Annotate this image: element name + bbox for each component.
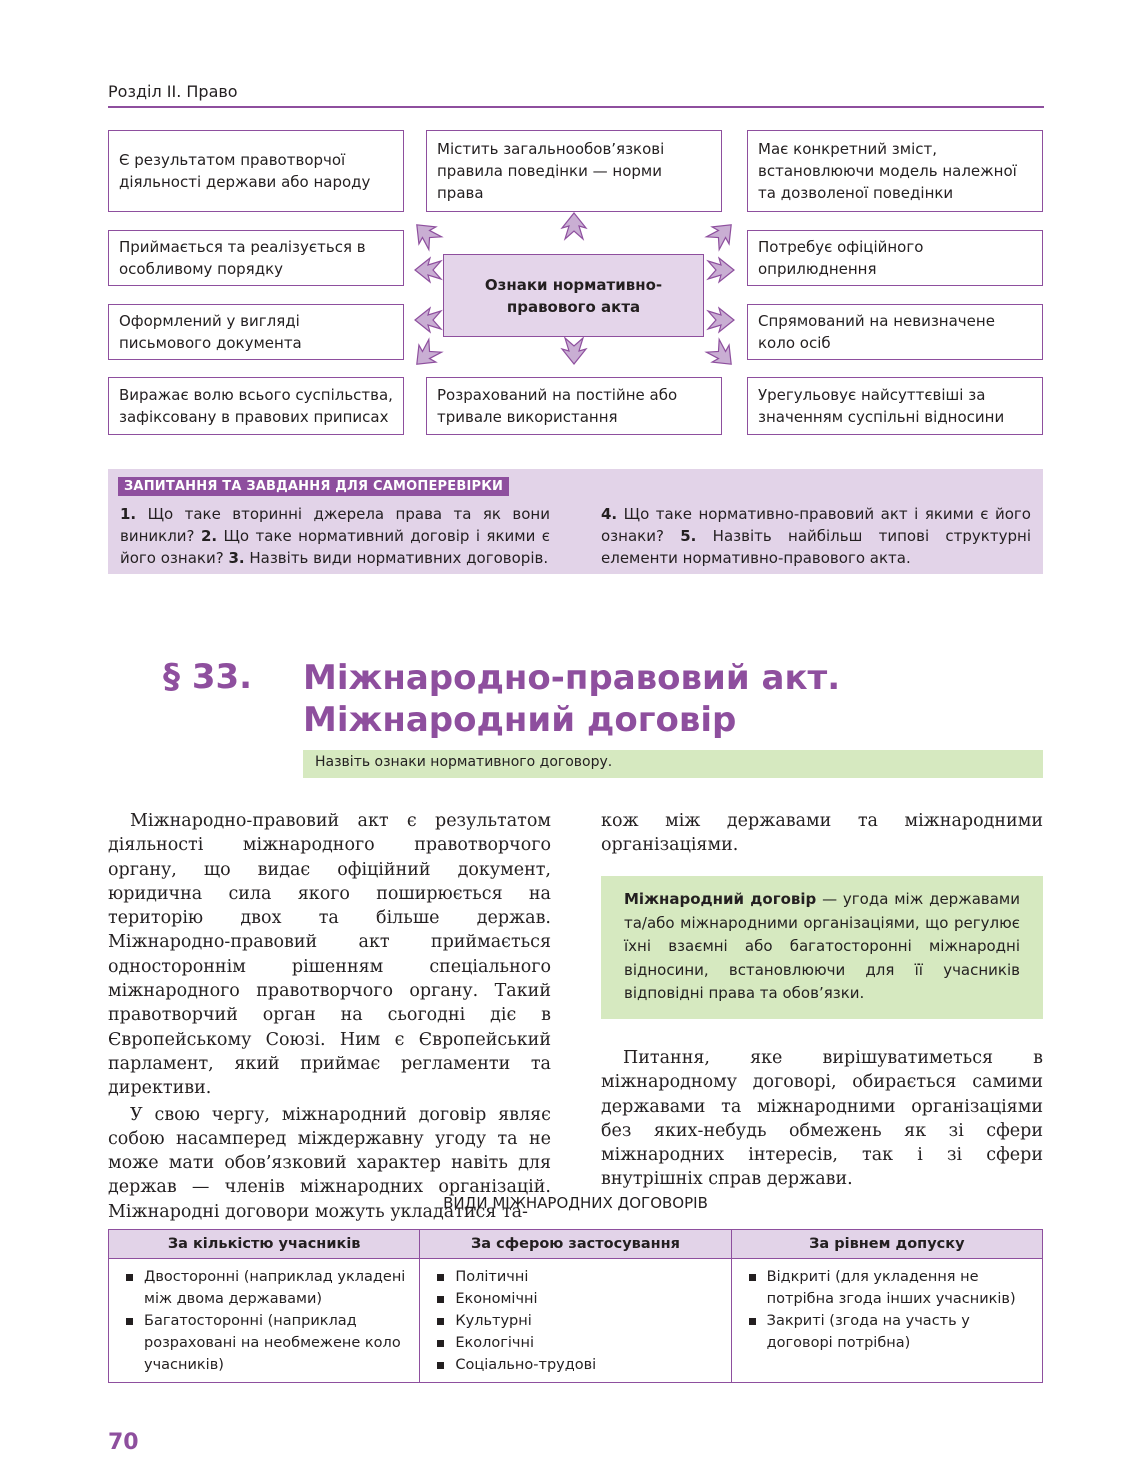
question-4-number: 4. <box>601 505 618 523</box>
question-1: Що таке вторинні джерела права та як вони виникли? <box>120 505 550 545</box>
diagram-box-9: Розрахований на постійне або тривале використання <box>426 377 722 435</box>
paragraph: кож між державами та міжнародними організаціями. <box>601 811 1043 856</box>
diagram-box-5: Потребує офіційного оприлюднення <box>747 230 1043 286</box>
review-questions-right <box>601 503 1031 569</box>
arrow-up-icon <box>559 211 589 241</box>
paragraph: Міжнародно-правовий акт є результатом діяльності міжнародного правотворчого органу, що видає офіційний документ, юридична сила якого поширюється на територію двох та більше держав. Міжнародно-правовий акт приймається одностороннім рішенням спеціального міжнародного правотворчого органу. Такий правотворчий орган на сьогодні діє в Європейському Союзі. Ним є Європейський парламент, який приймає регламенти та директиви. <box>108 811 551 1099</box>
body-right-top <box>601 809 1043 858</box>
diagram-box-1: Є результатом правотворчої діяльності держави або народу <box>108 130 404 212</box>
diagram-box-8: Виражає волю всього суспільства, зафіксовану в правових приписах <box>108 377 404 435</box>
page-number: 70 <box>108 1430 139 1455</box>
list-item: Культурні <box>434 1310 718 1332</box>
review-tag: ЗАПИТАННЯ ТА ЗАВДАННЯ ДЛЯ САМОПЕРЕВІРКИ <box>118 477 509 496</box>
list-item: Політичні <box>434 1266 718 1288</box>
diagram-box-7: Спрямований на невизначене коло осіб <box>747 304 1043 360</box>
table-header: За сферою застосування <box>420 1230 731 1259</box>
table-title: ВИДИ МІЖНАРОДНИХ ДОГОВОРІВ <box>443 1194 708 1212</box>
list-item: Двосторонні (наприклад укладені між двома державами) <box>123 1266 407 1310</box>
arrow-left-icon <box>413 255 443 285</box>
table-header: За кількістю учасників <box>109 1230 420 1259</box>
diagram-center-box <box>443 254 704 337</box>
section-title: Міжнародно-правовий акт. Міжнародний договір <box>303 658 841 740</box>
table-cell <box>109 1259 420 1383</box>
table-row <box>109 1259 1043 1383</box>
prompt-text: Назвіть ознаки нормативного договору. <box>315 754 613 770</box>
body-right-bottom <box>601 1046 1043 1192</box>
paragraph: У свою чергу, міжнародний договір являє собою насамперед міждержавну угоду та не може мати обов’язковий характер навіть для держав — членів міжнародних організацій. Міжнародні договори можуть укладатися та- <box>108 1104 551 1222</box>
list-item: Екологічні <box>434 1332 718 1354</box>
arrow-down-icon <box>559 336 589 366</box>
question-1-number: 1. <box>120 505 137 523</box>
diagram-box-10: Урегульовує найсуттєвіші за значенням суспільні відносини <box>747 377 1043 435</box>
arrow-up-right-icon <box>701 213 743 255</box>
question-2: Що таке нормативний договір і якими є його ознаки? <box>120 527 550 567</box>
running-header: Розділ II. Право <box>108 82 238 101</box>
table-cell <box>731 1259 1042 1383</box>
diagram-center-label: Ознаки нормативно-правового акта <box>484 275 663 316</box>
question-4: Що таке нормативно-правовий акт і якими є його ознаки? <box>601 505 1031 545</box>
arrow-down-left-icon <box>405 334 447 376</box>
arrow-left-icon <box>413 305 443 335</box>
definition-text <box>624 888 1020 1006</box>
arrow-up-left-icon <box>405 213 447 255</box>
list-item: Багатосторонні (наприклад розраховані на необмежене коло учасників) <box>123 1310 407 1376</box>
treaty-types-table <box>108 1229 1043 1383</box>
list-item: Соціально-трудові <box>434 1354 718 1376</box>
arrow-right-icon <box>706 305 736 335</box>
header-rule <box>108 106 1044 108</box>
paragraph: Питання, яке вирішуватиметься в міжнародному договорі, обирається самими державами та міжнародними організаціями без яких-небудь обмежень як зі сфери міжнародних інтересів, так і зі сфери внутрішніх справ держави. <box>601 1048 1043 1190</box>
review-questions-left <box>120 503 550 569</box>
diagram-box-4: Приймається та реалізується в особливому порядку <box>108 230 404 286</box>
list-item: Відкриті (для укладення не потрібна згода інших учасників) <box>746 1266 1030 1310</box>
question-3: Назвіть види нормативних договорів. <box>244 549 549 567</box>
diagram-box-3: Має конкретний зміст, встановлюючи модель належної та дозволеної поведінки <box>747 130 1043 212</box>
diagram-box-6: Оформлений у вигляді письмового документа <box>108 304 404 360</box>
question-5: Назвіть найбільш типові структурні елементи нормативно-правового акта. <box>601 527 1031 567</box>
question-3-number: 3. <box>228 549 245 567</box>
question-2-number: 2. <box>200 527 218 545</box>
arrow-right-icon <box>706 255 736 285</box>
table-cell <box>420 1259 731 1383</box>
arrow-down-right-icon <box>701 334 743 376</box>
list-item: Закриті (згода на участь у договорі потрібна) <box>746 1310 1030 1354</box>
body-left-column <box>108 809 551 1224</box>
diagram-box-2: Містить загальнообов’язкові правила поведінки — норми права <box>426 130 722 212</box>
definition-body: — угода між державами та/або міжнародними організаціями, що регулює їхні взаємні або багатосторонні міжнародні відносини, встановлюючи для її учасників відповідні права та обов’язки. <box>624 890 1020 1002</box>
definition-term: Міжнародний договір <box>624 890 817 908</box>
list-item: Економічні <box>434 1288 718 1310</box>
table-header: За рівнем допуску <box>731 1230 1042 1259</box>
question-5-number: 5. <box>680 527 697 545</box>
section-number: § 33. <box>163 657 253 697</box>
